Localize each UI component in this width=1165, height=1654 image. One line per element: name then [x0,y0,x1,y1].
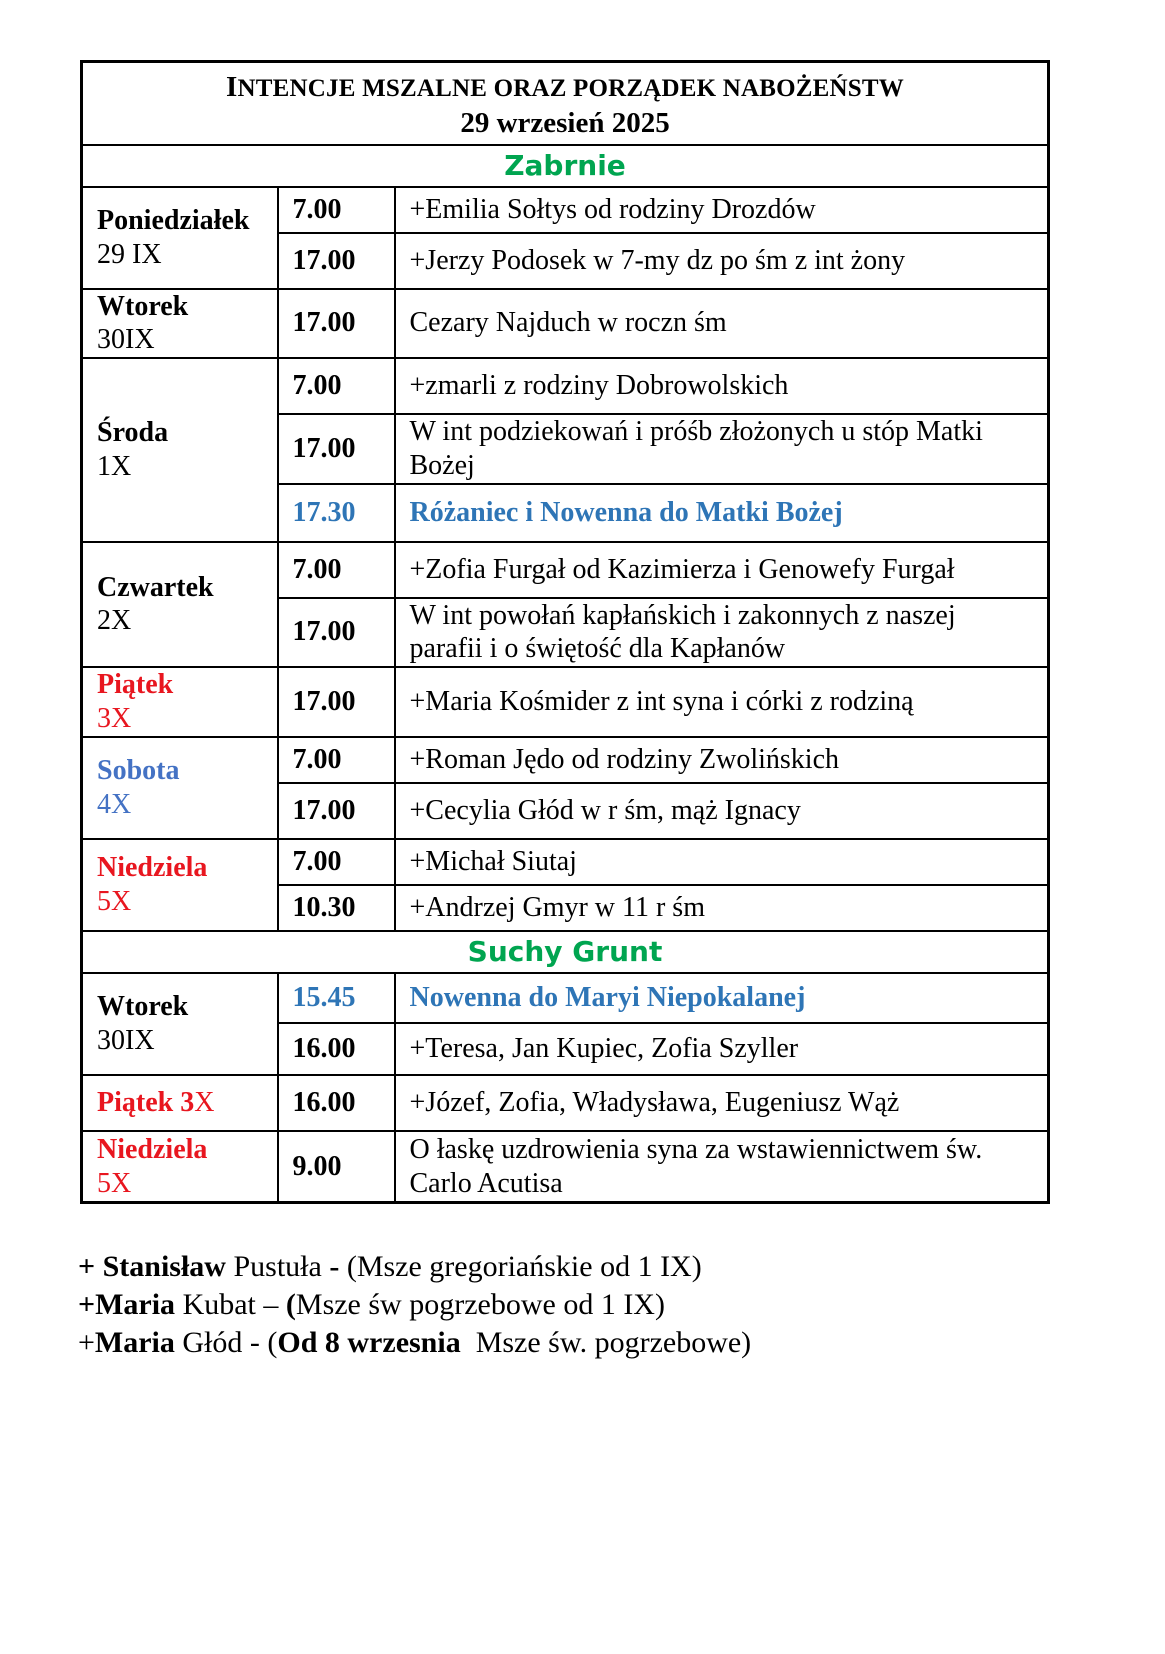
day-cell [82,187,278,289]
day-date: 30IX [97,1024,155,1056]
note-part: + Stanisław [78,1250,226,1283]
mass-time: 7.00 [278,542,395,598]
note-part: Msze św pogrzebowe od 1 IX) [295,1288,665,1321]
mass-time: 16.00 [278,1075,395,1131]
day-date: 29 IX [97,238,162,270]
day-name: Wtorek [97,991,189,1023]
day-cell [82,358,278,542]
day-name: Środa [97,417,169,449]
schedule-body [82,62,1049,1203]
note-part: Pustuła [225,1250,330,1283]
title-rest: NTENCJE MSZALNE ORAZ PORZĄDEK NABOŻEŃSTW [237,75,904,102]
day-name: Piątek 3 [97,1087,195,1119]
note-line [78,1286,751,1324]
note-part: +Maria [78,1288,176,1321]
page-title [83,69,1047,105]
note-part: (Msze gregoriańskie od 1 IX) [339,1250,702,1283]
day-date: 30IX [97,324,155,356]
mass-row [82,737,1049,783]
mass-time: 9.00 [278,1131,395,1203]
mass-intention: Różaniec i Nowenna do Matki Bożej [395,484,1049,542]
day-name: Czwartek [97,571,214,603]
mass-intention: +Zofia Furgał od Kazimierza i Genowefy Furgał [395,542,1049,598]
mass-intention: W int podziekowań i próśb złożonych u stóp Matki Bożej [395,414,1049,484]
day-date: 5X [97,1167,132,1199]
day-name: Wtorek [97,290,189,322]
mass-intention: +Emilia Sołtys od rodziny Drozdów [395,187,1049,233]
page-date: 29 wrzesień 2025 [460,107,670,140]
mass-time: 7.00 [278,187,395,233]
day-date: 4X [97,788,132,820]
note-part: Maria [94,1326,175,1359]
mass-time: 17.00 [278,783,395,839]
note-part: Od 8 wrzesnia [277,1326,461,1359]
mass-time: 17.00 [278,414,395,484]
title-first-letter: I [226,71,238,103]
mass-intention: +Jerzy Podosek w 7-my dz po śm z int żony [395,233,1049,289]
note-line [78,1248,751,1286]
title-row [82,62,1049,145]
mass-row [82,667,1049,737]
mass-row [82,187,1049,233]
note-part: - [329,1250,340,1283]
mass-row [82,289,1049,358]
title-cell [82,62,1049,145]
mass-intention: W int powołań kapłańskich i zakonnych z naszej parafii i o świętość dla Kapłanów [395,598,1049,667]
mass-time: 7.00 [278,737,395,783]
note-line [78,1324,751,1362]
mass-time: 17.00 [278,289,395,358]
day-cell [82,1131,278,1203]
mass-row [82,542,1049,598]
day-name: Niedziela [97,1134,208,1166]
day-name: Poniedziałek [97,204,250,236]
section-title: Zabrnie [82,145,1049,187]
mass-time: 15.45 [278,973,395,1023]
note-part: Msze św. pogrzebowe) [460,1326,752,1359]
note-part: Kubat – [175,1288,286,1321]
mass-intention: +Maria Kośmider z int syna i córki z rodziną [395,667,1049,737]
mass-intention: +Teresa, Jan Kupiec, Zofia Szyller [395,1023,1049,1075]
mass-intention: +zmarli z rodziny Dobrowolskich [395,358,1049,414]
mass-row [82,358,1049,414]
mass-time: 10.30 [278,885,395,931]
note-part: ( [285,1288,296,1321]
mass-time: 17.00 [278,233,395,289]
mass-intention: +Józef, Zofia, Władysława, Eugeniusz Wąż [395,1075,1049,1131]
note-part: Głód - ( [174,1326,278,1359]
day-date: 3X [97,702,132,734]
mass-time: 16.00 [278,1023,395,1075]
day-cell [82,289,278,358]
day-name: Piątek [97,669,174,701]
mass-row [82,1131,1049,1203]
day-cell [82,542,278,667]
notes-block [78,1248,751,1362]
day-cell [82,737,278,839]
mass-time: 7.00 [278,839,395,885]
mass-row [82,1075,1049,1131]
day-date: 5X [97,885,132,917]
mass-schedule-table [80,60,1050,1204]
mass-row [82,973,1049,1023]
mass-row [82,839,1049,885]
day-cell [82,1075,278,1131]
section-title: Suchy Grunt [82,931,1049,973]
mass-time: 7.00 [278,358,395,414]
note-part: + [78,1326,95,1359]
day-date: 1X [97,450,132,482]
day-cell [82,839,278,931]
day-name: Niedziela [97,852,208,884]
mass-intention: +Andrzej Gmyr w 11 r śm [395,885,1049,931]
day-date: 2X [97,605,132,637]
section-row [82,931,1049,973]
day-cell [82,973,278,1075]
day-name: Sobota [97,755,180,787]
day-date: X [194,1087,215,1119]
mass-intention: +Roman Jędo od rodziny Zwolińskich [395,737,1049,783]
mass-time: 17.00 [278,598,395,667]
section-row [82,145,1049,187]
mass-intention: +Michał Siutaj [395,839,1049,885]
mass-time: 17.00 [278,667,395,737]
mass-intention: Cezary Najduch w roczn śm [395,289,1049,358]
mass-intention: O łaskę uzdrowienia syna za wstawiennictwem św. Carlo Acutisa [395,1131,1049,1203]
mass-time: 17.30 [278,484,395,542]
mass-intention: Nowenna do Maryi Niepokalanej [395,973,1049,1023]
day-cell [82,667,278,737]
mass-intention: +Cecylia Głód w r śm, mąż Ignacy [395,783,1049,839]
